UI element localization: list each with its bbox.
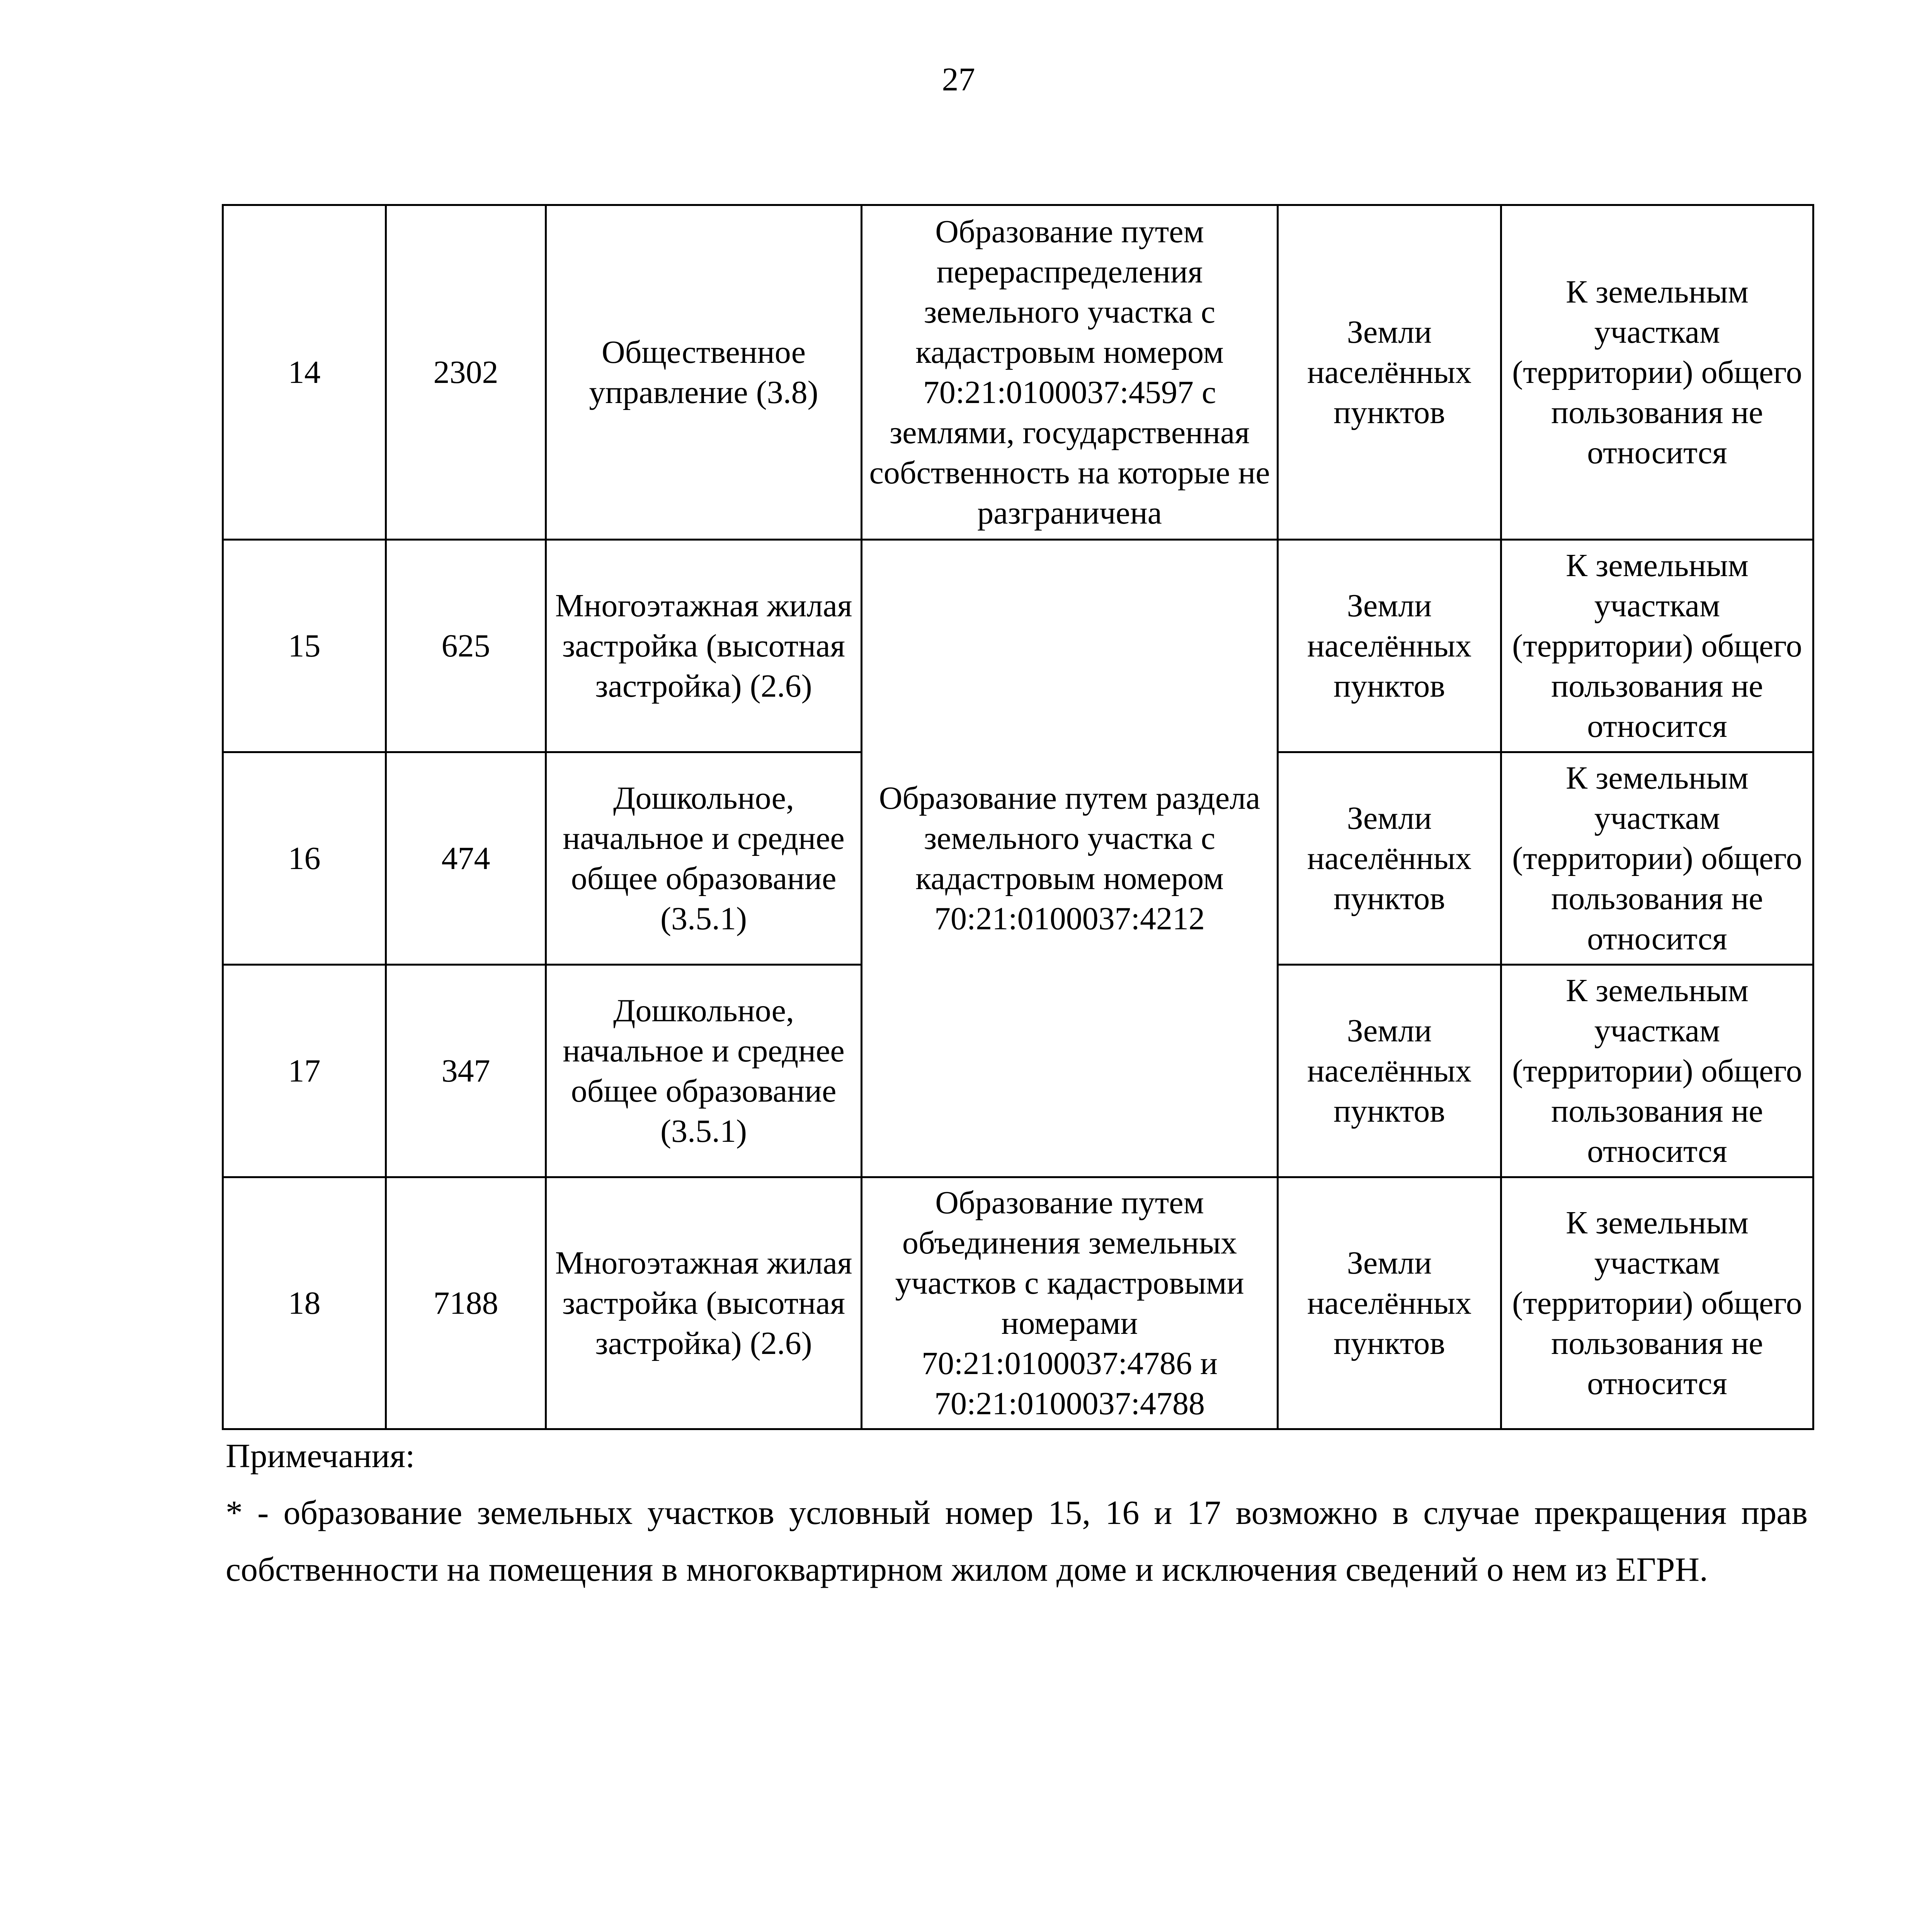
cell-area: 2302	[386, 205, 546, 540]
cell-number: 18	[223, 1177, 386, 1429]
cell-area: 474	[386, 752, 546, 965]
cell-number: 17	[223, 965, 386, 1177]
cell-permitted-use: Общественное управление (3.8)	[546, 205, 862, 540]
cell-area: 7188	[386, 1177, 546, 1429]
cell-number: 14	[223, 205, 386, 540]
cell-public-use: К земельным участкам (территории) общего пользования не относится	[1501, 540, 1813, 752]
cell-formation-method: Образование путем раздела земельного участка с кадастровым номером 70:21:0100037:4212	[862, 540, 1278, 1177]
cell-number: 15	[223, 540, 386, 752]
cell-land-category: Земли населённых пунктов	[1278, 752, 1501, 965]
cell-formation-method: Образование путем перераспределения земельного участка с кадастровым номером 70:21:0100037:4597 с землями, государственная собственность на которые не разграничена	[862, 205, 1278, 540]
table-row	[223, 1177, 1813, 1429]
cell-land-category: Земли населённых пунктов	[1278, 1177, 1501, 1429]
land-plots-table	[222, 204, 1814, 1430]
cell-area: 347	[386, 965, 546, 1177]
cell-permitted-use: Многоэтажная жилая застройка (высотная застройка) (2.6)	[546, 540, 862, 752]
cell-land-category: Земли населённых пунктов	[1278, 205, 1501, 540]
cell-public-use: К земельным участкам (территории) общего пользования не относится	[1501, 752, 1813, 965]
cell-public-use: К земельным участкам (территории) общего пользования не относится	[1501, 965, 1813, 1177]
notes-section	[226, 1428, 1808, 1598]
cell-permitted-use: Дошкольное, начальное и среднее общее образование (3.5.1)	[546, 965, 862, 1177]
cell-number: 16	[223, 752, 386, 965]
notes-title: Примечания:	[226, 1437, 415, 1475]
cell-area: 625	[386, 540, 546, 752]
table-row	[223, 540, 1813, 752]
cell-land-category: Земли населённых пунктов	[1278, 540, 1501, 752]
page-number: 27	[942, 61, 975, 98]
cell-permitted-use: Многоэтажная жилая застройка (высотная застройка) (2.6)	[546, 1177, 862, 1429]
notes-text: * - образование земельных участков условный номер 15, 16 и 17 возможно в случае прекращения прав собственности на помещения в многоквартирном жилом доме и исключения сведений о нем из ЕГРН.	[226, 1494, 1808, 1588]
cell-public-use: К земельным участкам (территории) общего пользования не относится	[1501, 1177, 1813, 1429]
cell-land-category: Земли населённых пунктов	[1278, 965, 1501, 1177]
cell-permitted-use: Дошкольное, начальное и среднее общее образование (3.5.1)	[546, 752, 862, 965]
table-row	[223, 205, 1813, 540]
cell-formation-method: Образование путем объединения земельных участков с кадастровыми номерами 70:21:0100037:4786 и 70:21:0100037:4788	[862, 1177, 1278, 1429]
cell-public-use: К земельным участкам (территории) общего пользования не относится	[1501, 205, 1813, 540]
